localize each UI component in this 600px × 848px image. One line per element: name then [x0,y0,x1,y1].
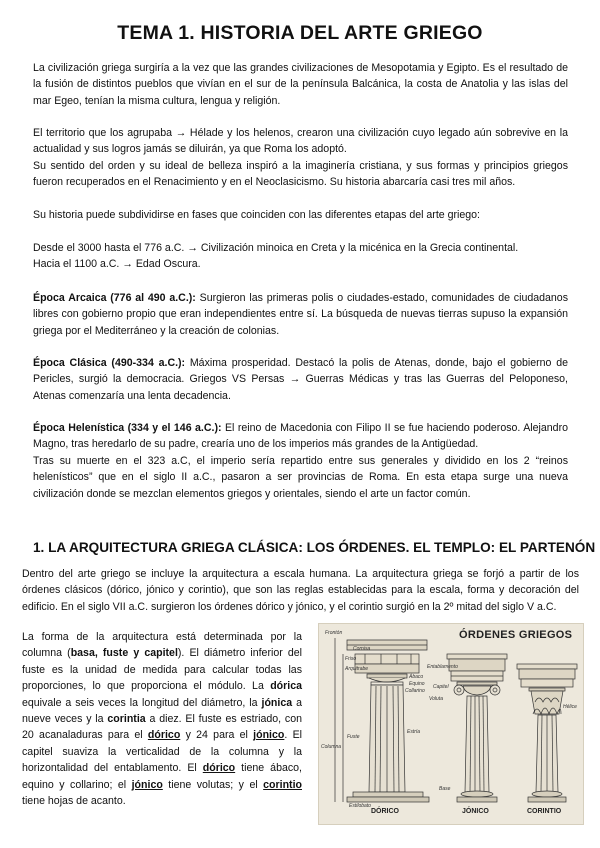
col-text: tiene ábaco, equino y collarino; el [22,762,302,791]
col-bold: jónica [261,696,293,709]
caption-corinthian: CORINTIO [527,808,562,815]
col-text: ). El diámetro inferior del fuste es la unidad de medida para calcular todas las proporciones, lo que proporciona el módulo. La [22,647,302,693]
label-estilobato: Estilobato [349,803,371,809]
col-text: a diez. El fuste es estriado, con 20 acanaladuras para el [22,713,302,742]
intro-paragraph-1: La civilización griega surgiría a la vez que las grandes civilizaciones de Mesopotamia y Egipto. Es el resultado de la fusión de distintos pueblos que vivían en el sur de la península Balcánica, la costa de Anatolia y las islas del mar Egeo, tenían la misma cultura, lengua y religión. [33,62,568,107]
label-entablamento: Entablamento [427,664,458,670]
section-heading: 1. LA ARQUITECTURA GRIEGA CLÁSICA: LOS ÓRDENES. EL TEMPLO: EL PARTENÓN [33,540,596,555]
label-cornisa: Cornisa [353,646,371,652]
col-bold-underlined: dórico [147,729,181,742]
intro-p4b: Hacia el 1100 a.C. → Edad Oscura. [33,258,201,271]
label-estria: Estría [407,729,421,735]
intro-p2b: Su sentido del orden y su ideal de belleza inspiró a la imaginería cristiana, y sus formas y principios griegos fueron recuperados en el Renacimiento y en el Neoclasicismo. Su historia abarcaría casi tres mil años. [33,159,568,189]
page-title: TEMA 1. HISTORIA DEL ARTE GRIEGO [117,22,483,44]
col-bold: dórica [270,680,302,693]
column-description [22,629,302,809]
period-helenistica-text: El reino de Macedonia con Filipo II se fue haciendo poderoso. Alejandro Magno, tras heredarlo de su padre, crearía uno de los imperios más grandes de la Antigüedad. [33,422,568,451]
caption-doric: DÓRICO [371,808,399,815]
label-helice: Hélice [563,704,577,710]
col-bold-underlined: dórico [202,762,236,775]
label-equino: Equino [409,681,425,687]
col-text: tiene hojas de acanto. [22,795,126,808]
period-arcaica-label: Época Arcaica (776 al 490 a.C.): [33,292,196,304]
intro-p4a: Desde el 3000 hasta el 776 a.C. → Civilización minoica en Creta y la micénica en la Grecia continental. [33,242,519,254]
period-arcaica-text: Surgieron las primeras polis o ciudades-estado, comunidades de ciudadanos libres con gobierno propio que eran independientes entre sí. La búsqueda de nuevas tierras supuso la expansión griega por el Mediterráneo y la creación de colonias. [33,292,568,337]
figure-title: ÓRDENES GRIEGOS [459,629,573,641]
intro-p2a: El territorio que los agrupaba → Hélade y los helenos, crearon una civilización cuyo legado aún sobrevive en la actualidad y sus logros jamás se diluirán, ya que Roma los adoptó. [33,127,568,156]
greek-orders-figure [318,623,584,825]
label-collarino: Collarino [405,688,425,694]
col-bold: basa, fuste y capitel [70,647,178,660]
col-text: tiene volutas; y el [162,778,264,791]
col-text: y 24 para el [180,729,254,742]
col-text: equivale a seis veces la longitud del diámetro, la [22,696,262,709]
col-bold-underlined: corintio [263,778,302,791]
period-clasica-text: Máxima prosperidad. Destacó la polis de Atenas, donde, bajo el gobierno de Pericles, surgió la democracia. Griegos VS Persas → Guerras Médicas y tras las Guerras del Peloponeso, Atenas comenzaría una lenta decadencia. [33,357,568,402]
period-helenistica-text2: Tras su muerte en el 323 a.C, el imperio sería repartido entre sus generales y dividido en los 2 “reinos helenísticos” que en el siglo II a.C., pasaron a ser provincias de Roma. En esta etapa surge una nueva civilización donde se mezclan elementos griegos y orientales, siendo el arte un factor común. [33,454,568,500]
label-columna: Columna [321,744,342,750]
label-voluta: Voluta [429,696,443,702]
label-fronton: Frontón [325,630,343,636]
period-clasica [33,355,568,404]
col-text: . El capitel suaviza la verticalidad de la columna y la horizontalidad del entablamento. El [22,729,303,775]
col-bold-underlined: jónico [131,778,163,791]
label-arquitrabe: Arquitrabe [345,666,369,672]
label-capitel: Capitel [433,684,449,690]
caption-ionic: JÓNICO [462,808,489,815]
col-bold-underlined: jónico [253,729,285,742]
label-fuste: Fuste [347,734,360,740]
intro-paragraph-4 [33,240,568,273]
greek-orders-illustration [319,624,583,824]
period-arcaica [33,290,568,339]
label-base: Base [439,786,451,792]
period-helenistica-label: Época Helenística (334 y el 146 a.C.): [33,422,222,434]
period-clasica-label: Época Clásica (490-334 a.C.): [33,357,186,369]
section-intro: Dentro del arte griego se incluye la arquitectura a escala humana. La arquitectura griega se forjó a partir de los órdenes clásicos (dórico, jónico y corintio), que son las reglas establecidas para la escala, forma y decoración del edificio. En el siglo VII a.C. surgieron los órdenes dórico y jónico, y el corintio surgió en la 2º mitad del siglo V a.C. [22,568,579,613]
period-helenistica [33,420,568,502]
col-text: a nueve veces y la [22,696,302,726]
label-abaco: Ábaco [409,674,424,680]
intro-paragraph-2 [33,125,568,191]
label-friso: Friso [345,656,357,662]
col-bold: corintia [107,713,146,726]
col-text: La forma de la arquitectura está determinada por la columna ( [22,631,302,660]
intro-paragraph-3: Su historia puede subdividirse en fases que coinciden con las diferentes etapas del arte griego: [33,209,480,221]
